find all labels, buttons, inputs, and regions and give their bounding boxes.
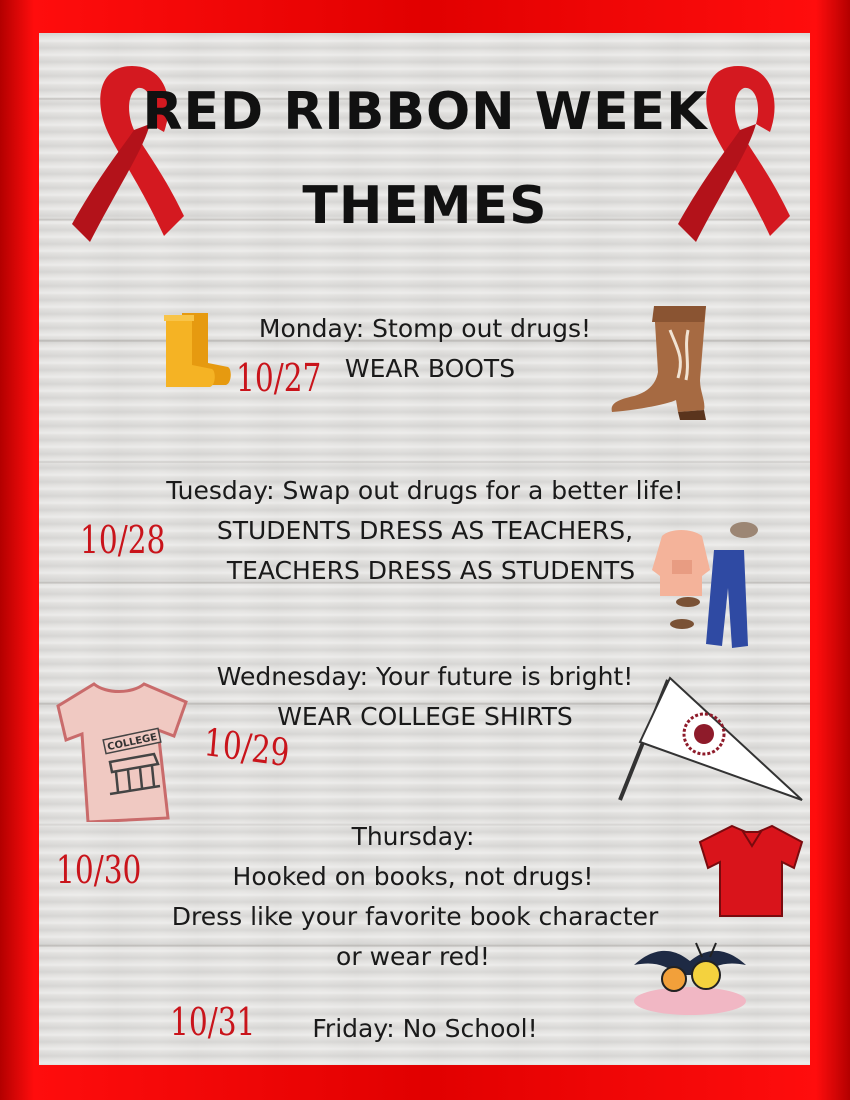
monday-instruction: WEAR BOOTS (344, 354, 516, 383)
thursday-label: Thursday: (351, 822, 475, 851)
tuesday-instruction-2: TEACHERS DRESS AS STUDENTS (226, 556, 636, 585)
tuesday-instruction-1: STUDENTS DRESS AS TEACHERS, (216, 516, 634, 545)
thursday-instruction-2: or wear red! (336, 942, 490, 971)
wednesday-theme: Wednesday: Your future is bright! (216, 662, 634, 691)
wednesday-instruction: WEAR COLLEGE SHIRTS (277, 702, 573, 731)
tshirt-print: COLLEGE (106, 731, 159, 754)
friday-date: 10/31 (170, 1000, 256, 1044)
cowboy-boot-icon (608, 300, 718, 422)
monday-date: 10/27 (236, 356, 322, 400)
casual-outfit-icon (648, 520, 768, 655)
thursday-date: 10/30 (56, 848, 142, 892)
poster-title: RED RIBBON WEEK (142, 82, 708, 142)
tuesday-date: 10/28 (80, 518, 166, 562)
wednesday-date: 10/29 (202, 720, 291, 776)
book-character-icon (630, 935, 750, 1017)
college-tshirt-icon (54, 672, 194, 822)
poster-subtitle: THEMES (302, 176, 548, 236)
red-polo-shirt-icon (698, 820, 806, 920)
pennant-flag-icon (612, 672, 807, 804)
tuesday-theme: Tuesday: Swap out drugs for a better life! (166, 476, 684, 505)
friday-theme: Friday: No School! (312, 1014, 538, 1043)
thursday-instruction-1: Dress like your favorite book character (171, 902, 659, 931)
monday-theme: Monday: Stomp out drugs! (258, 314, 592, 343)
thursday-theme: Hooked on books, not drugs! (232, 862, 594, 891)
